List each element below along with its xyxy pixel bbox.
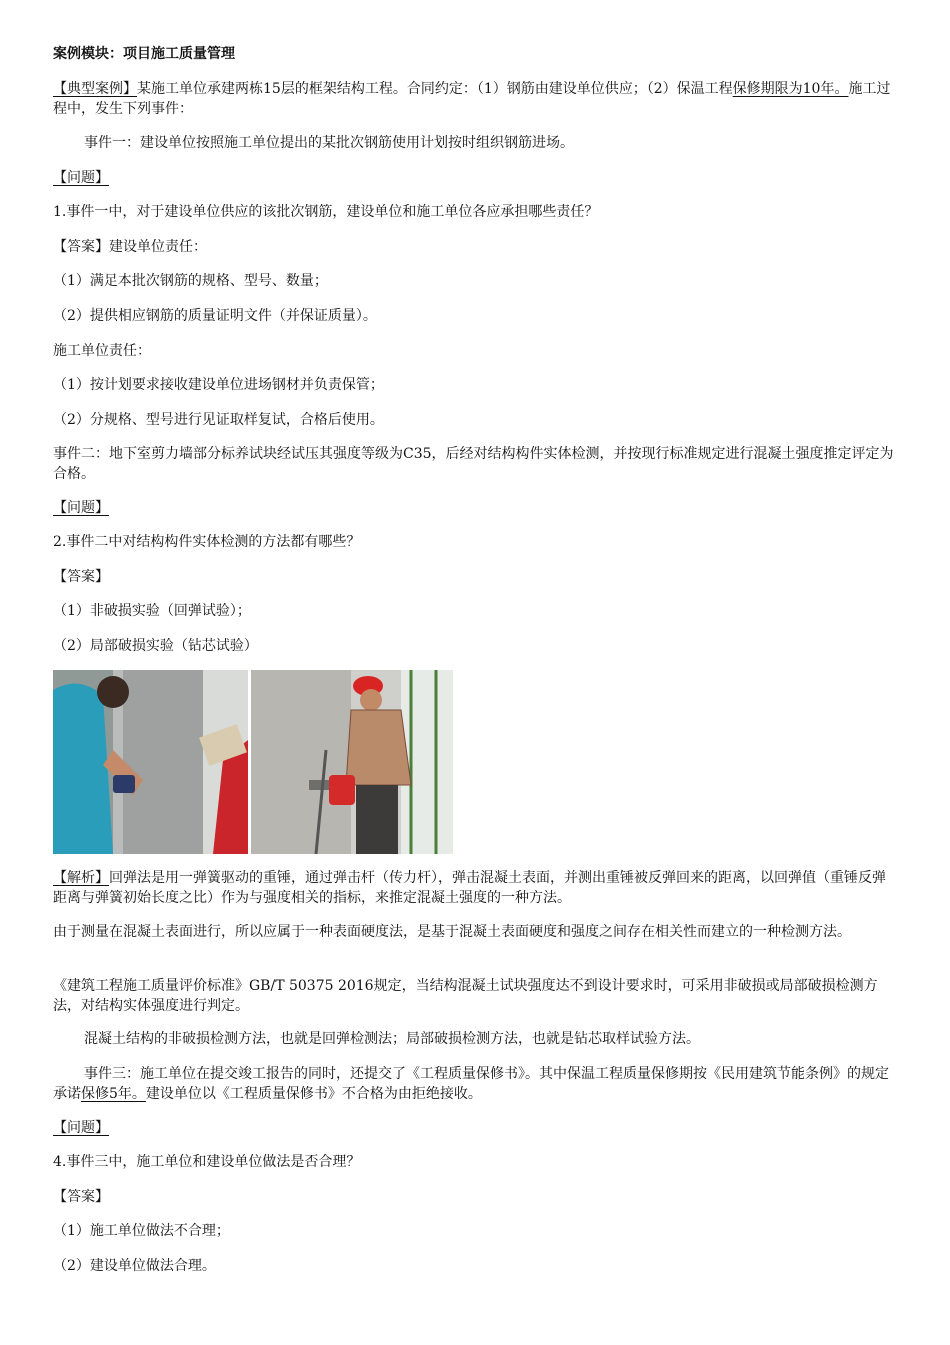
event-one: 事件一：建设单位按照施工单位提出的某批次钢筋使用计划按时组织钢筋进场。: [84, 135, 574, 151]
case-tag: 【典型案例】: [53, 81, 137, 97]
answer-2-item-1: （1）非破损实验（回弹试验）；: [53, 603, 251, 619]
intro-text-a: 某施工单位承建两栋15层的框架结构工程。合同约定：（1）钢筋由建设单位供应；（2）保温工程: [137, 81, 733, 97]
answer-4-item-2: （2）建设单位做法合理。: [53, 1258, 216, 1274]
rebound-test-photo: [53, 670, 248, 854]
page-title: 案例模块：项目施工质量管理: [53, 46, 235, 62]
answer-1-lead-text: 建设单位责任：: [109, 239, 207, 255]
analysis-tag: 【解析】: [53, 870, 109, 886]
event-three-text-b: 建设单位以《工程质量保修书》不合格为由拒绝接收。: [145, 1086, 482, 1102]
warranty-period-underline: 保修期限为10年。: [732, 81, 849, 97]
answer-1-lead-2: 施工单位责任：: [53, 343, 151, 359]
answer-2-item-2: （2）局部破损实验（钻芯试验）: [53, 638, 258, 654]
analysis-paragraph-3: 《建筑工程施工质量评价标准》GB/T 50375 2016规定，当结构混凝土试块强度达不到设计要求时，可采用非破损或局部破损检测方法，对结构实体强度进行判定。: [53, 978, 878, 1014]
question-4: 4.事件三中，施工单位和建设单位做法是否合理？: [53, 1154, 361, 1170]
question-tag-4: 【问题】: [53, 1120, 109, 1136]
answer-1-item-1: （1）满足本批次钢筋的规格、型号、数量；: [53, 273, 328, 289]
question-1: 1.事件一中，对于建设单位供应的该批次钢筋，建设单位和施工单位各应承担哪些责任？: [53, 204, 599, 220]
answer-1-item-2: （2）提供相应钢筋的质量证明文件（并保证质量）。: [53, 308, 377, 324]
answer-1-item-3: （1）按计划要求接收建设单位进场钢材并负责保管；: [53, 377, 384, 393]
analysis-p1-text: 回弹法是用一弹簧驱动的重锤，通过弹击杆（传力杆），弹击混凝土表面，并测出重锤被反弹回来的距离，以回弹值（重锤反弹距离与弹簧初始长度之比）作为与强度相关的指标，来推定混凝土强度的一种方法。: [53, 870, 886, 906]
analysis-paragraph-4: 混凝土结构的非破损检测方法，也就是回弹检测法；局部破损检测方法，也就是钻芯取样试验方法。: [84, 1031, 700, 1047]
answer-1-lead: [53, 237, 898, 257]
core-drilling-photo: [251, 670, 453, 854]
question-tag-2: 【问题】: [53, 500, 109, 516]
question-tag-1: 【问题】: [53, 170, 109, 186]
analysis-paragraph-2: 由于测量在混凝土表面进行，所以应属于一种表面硬度法，是基于混凝土表面硬度和强度之间存在相关性而建立的一种检测方法。: [53, 924, 851, 940]
intro-text-b: 施工过程中，发生下列事件：: [53, 81, 891, 117]
testing-photos: [53, 670, 453, 854]
analysis-paragraph-1: [53, 868, 898, 908]
answer-tag-2: 【答案】: [53, 569, 109, 585]
question-2: 2.事件二中对结构构件实体检测的方法都有哪些？: [53, 534, 361, 550]
answer-tag-1: 【答案】: [53, 239, 109, 255]
event-three: [53, 1064, 898, 1104]
event-three-text-a: 事件三：施工单位在提交竣工报告的同时，还提交了《工程质量保修书》。其中保温工程质量保修期按《民用建筑节能条例》的规定承诺: [53, 1066, 889, 1102]
warranty-five-years-underline: 保修5年。: [81, 1086, 146, 1102]
intro-paragraph: [53, 79, 898, 119]
answer-4-item-1: （1）施工单位做法不合理；: [53, 1223, 230, 1239]
answer-tag-4: 【答案】: [53, 1189, 109, 1205]
event-two: 事件二：地下室剪力墙部分标养试块经试压其强度等级为C35，后经对结构构件实体检测，并按现行标准规定进行混凝土强度推定评定为合格。: [53, 446, 894, 482]
answer-1-item-4: （2）分规格、型号进行见证取样复试，合格后使用。: [53, 412, 384, 428]
